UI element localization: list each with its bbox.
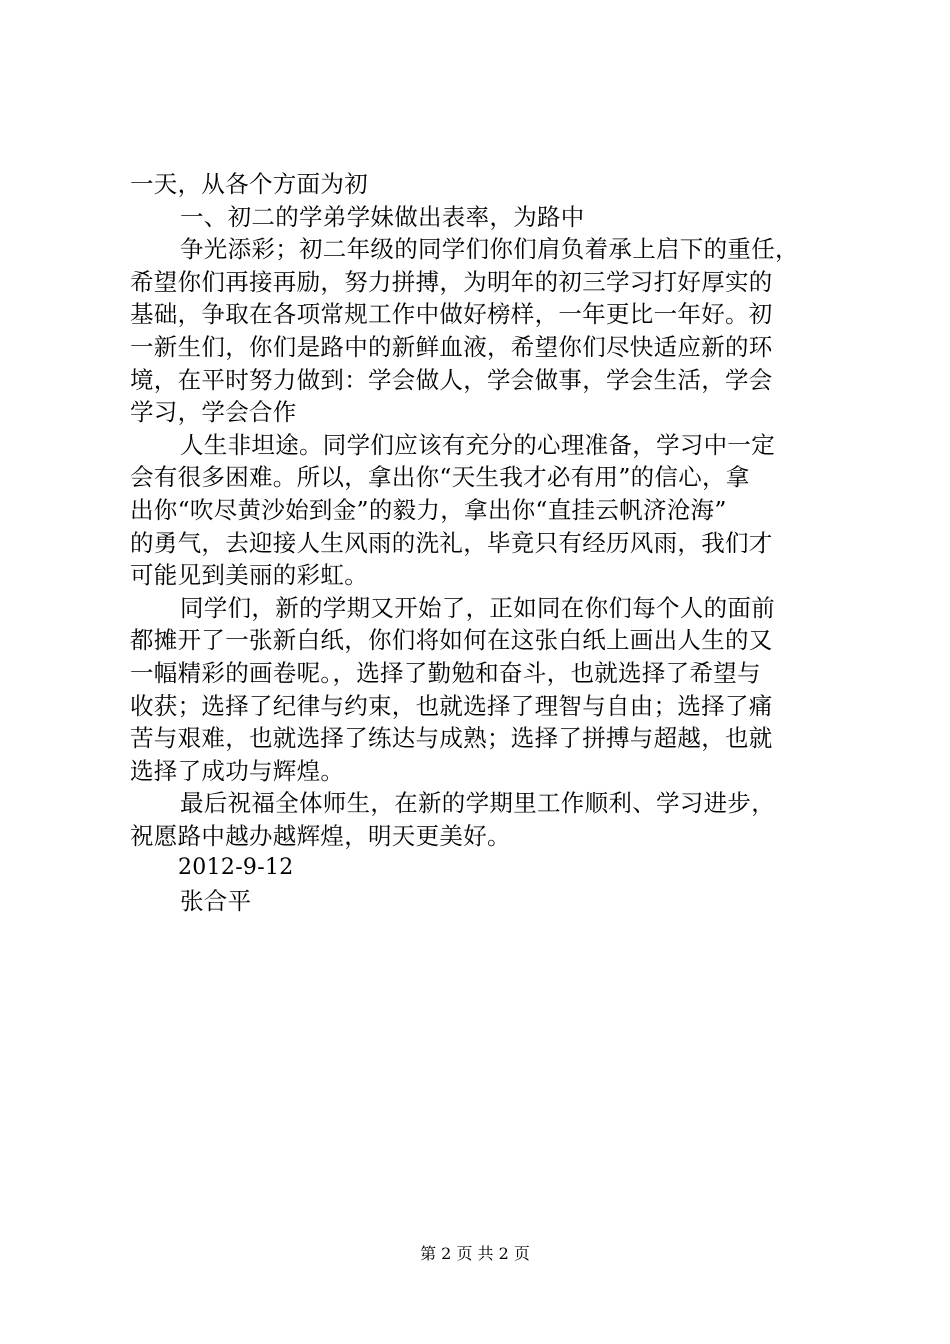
text-line: 一、初二的学弟学妹做出表率，为路中 [180,202,585,231]
page-number-label: 第 2 页 共 2 页 [420,1244,530,1263]
text-line: 都摊开了一张新白纸，你们将如何在这张白纸上画出人生的又 [130,626,773,655]
text-line: 苦与艰难，也就选择了练达与成熟；选择了拼搏与超越，也就 [130,724,773,753]
text-line: 收获；选择了纪律与约束，也就选择了理智与自由；选择了痛 [130,691,773,720]
document-signature: 张合平 [180,887,252,916]
text-line: 希望你们再接再励，努力拼搏，为明年的初三学习打好厚实的 [130,267,773,296]
text-line: 基础，争取在各项常规工作中做好榜样，一年更比一年好。初 [130,300,773,329]
page-footer [0,1244,950,1264]
text-line: 会有很多困难。所以，拿出你“天生我才必有用”的信心，拿 [130,463,750,492]
text-line: 一天，从各个方面为初 [130,170,368,198]
text-line: 争光添彩；初二年级的同学们你们肩负着承上启下的重任， [180,235,799,264]
text-line: 选择了成功与辉煌。 [130,756,345,785]
text-line: 出你“吹尽黄沙始到金”的毅力，拿出你“直挂云帆济沧海” [130,495,727,524]
document-body [130,168,830,918]
text-line: 境，在平时努力做到：学会做人，学会做事，学会生活，学会 [130,365,773,394]
text-line: 的勇气，去迎接人生风雨的洗礼，毕竟只有经历风雨，我们才 [130,528,773,557]
document-date: 2012-9-12 [178,855,294,881]
text-line: 学习，学会合作 [130,398,297,427]
text-line: 人生非坦途。同学们应该有充分的心理准备，学习中一定 [180,430,775,459]
text-line: 一新生们，你们是路中的新鲜血液，希望你们尽快适应新的环 [130,332,773,361]
text-line: 同学们，新的学期又开始了，正如同在你们每个人的面前 [180,593,775,622]
text-line: 可能见到美丽的彩虹。 [130,561,368,590]
text-line: 最后祝福全体师生，在新的学期里工作顺利、学习进步， [180,789,775,818]
text-line: 一幅精彩的画卷呢。，选择了勤勉和奋斗，也就选择了希望与 [130,658,761,687]
text-line: 祝愿路中越办越辉煌，明天更美好。 [130,821,511,850]
